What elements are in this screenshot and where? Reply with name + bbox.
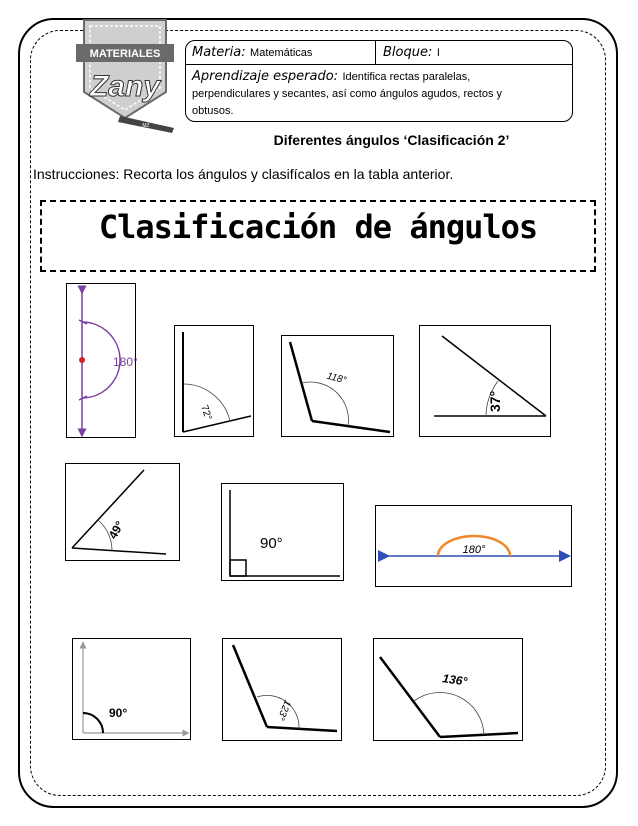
angle-label-8: 90° [109, 706, 128, 720]
instructions: Instrucciones: Recorta los ángulos y clasifícalos en la tabla anterior. [33, 166, 454, 182]
angle-label-9: 123° [274, 698, 293, 722]
angle-card-4[interactable] [419, 325, 551, 437]
angle-figure-90 [222, 484, 345, 582]
angle-label-4: 37° [487, 390, 503, 412]
materia-row [192, 43, 312, 61]
angle-figure-37 [420, 326, 552, 438]
page-title: Clasificación de ángulos [98, 208, 538, 246]
aprendizaje-block [192, 68, 562, 119]
angle-card-3[interactable] [281, 335, 394, 437]
angle-card-2[interactable] [174, 325, 254, 437]
logo-ribbon-text: MZ [142, 123, 150, 129]
angle-figure-49 [66, 464, 181, 562]
subtitle-text: Diferentes ángulos ‘Clasificación 2’ [273, 132, 510, 148]
aprendizaje-line2: perpendiculares y secantes, así como ángulos agudos, rectos y [192, 88, 503, 100]
angle-card-6[interactable] [221, 483, 344, 581]
angle-label-7: 180° [462, 544, 486, 556]
materia-value: Matemáticas [250, 47, 313, 59]
angle-label-2: 72° [198, 403, 214, 422]
angle-card-8[interactable] [72, 638, 191, 740]
materiales-zany-logo [62, 14, 192, 134]
angle-label-3: 118° [325, 370, 348, 387]
subtitle [0, 132, 638, 148]
angle-figure-136 [374, 639, 524, 742]
angle-card-7[interactable] [375, 505, 572, 587]
angle-label-6: 90° [260, 535, 283, 552]
angle-figure-180-vertical [67, 284, 137, 439]
angle-card-1[interactable] [66, 283, 136, 438]
angle-figure-72 [175, 326, 255, 438]
materia-label: Materia: [192, 45, 246, 60]
angle-card-10[interactable] [373, 638, 523, 741]
angle-label-5: 49° [105, 518, 127, 542]
aprendizaje-line3: obtusos. [192, 105, 234, 117]
aprendizaje-label: Aprendizaje esperado: [192, 69, 339, 84]
angle-figure-180-horizontal [376, 506, 573, 588]
angle-card-5[interactable] [65, 463, 180, 561]
bloque-row [383, 43, 440, 61]
angle-figure-118 [282, 336, 395, 438]
angle-figure-90-axes [73, 639, 192, 741]
angle-card-9[interactable] [222, 638, 342, 741]
angle-label-1: 180° [113, 355, 137, 369]
logo-main-text: Zany [89, 70, 161, 103]
angle-figure-123 [223, 639, 343, 742]
aprendizaje-line1: Identifica rectas paralelas, [342, 71, 471, 83]
angle-label-10: 136° [441, 671, 469, 689]
logo-top-text: MATERIALES [89, 48, 161, 60]
bloque-value: I [436, 47, 440, 59]
bloque-label: Bloque: [383, 45, 433, 60]
